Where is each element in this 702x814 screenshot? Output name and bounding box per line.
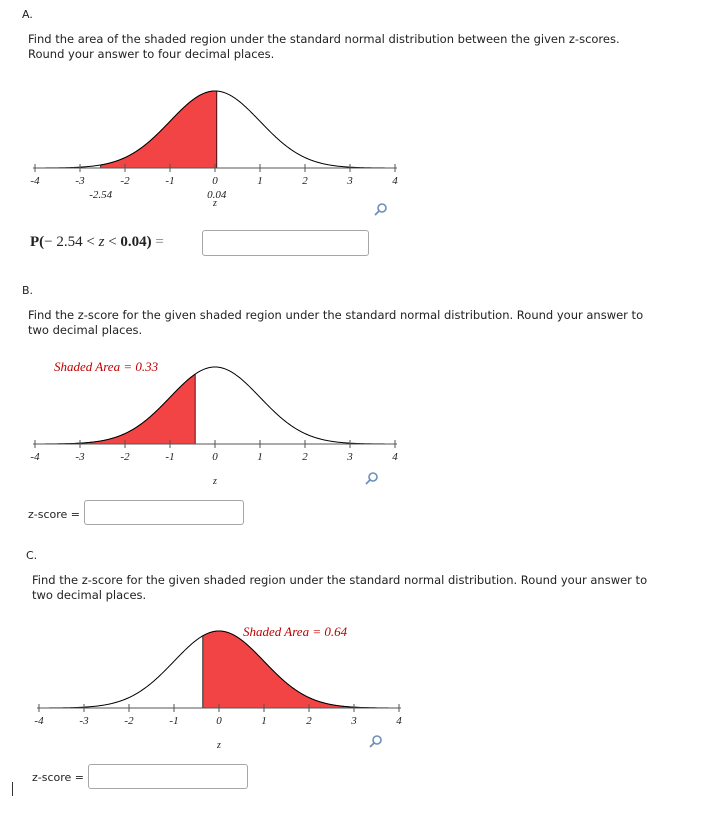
boundary-label: 0.04 bbox=[207, 189, 227, 201]
tick-label: -4 bbox=[30, 451, 40, 463]
prob-left: − 2.54 bbox=[44, 234, 83, 250]
tick-label: 4 bbox=[392, 175, 398, 187]
zoom-button-c[interactable] bbox=[369, 733, 383, 752]
tick-label: -3 bbox=[75, 451, 85, 463]
tick-label: -1 bbox=[169, 715, 179, 727]
tick-label: 4 bbox=[396, 715, 402, 727]
shaded-area-label-c: Shaded Area = 0.64 bbox=[243, 624, 348, 639]
tick-label: 1 bbox=[257, 175, 263, 187]
tick-label: 1 bbox=[261, 715, 267, 727]
tick-label: -3 bbox=[79, 715, 89, 727]
tick-label: 3 bbox=[351, 715, 357, 727]
tick-label: -3 bbox=[75, 175, 85, 187]
probability-expression bbox=[30, 234, 164, 251]
section-b-prompt-line1: Find the z-score for the given shaded region under the standard normal distribution. Round your answer to bbox=[28, 308, 644, 322]
tick-label: 0 bbox=[216, 715, 222, 727]
shaded-area-label-b: Shaded Area = 0.33 bbox=[54, 359, 159, 374]
section-c-prompt-line2: two decimal places. bbox=[32, 588, 147, 602]
magnifier-icon bbox=[374, 202, 388, 216]
tick-label: -1 bbox=[165, 451, 175, 463]
tick-label: 0 bbox=[212, 451, 218, 463]
section-b-letter: B. bbox=[22, 284, 34, 297]
shaded-region bbox=[35, 374, 195, 444]
answer-input-c[interactable] bbox=[88, 764, 248, 789]
section-a-letter: A. bbox=[22, 8, 33, 21]
prob-right: 0.04) bbox=[120, 234, 152, 250]
prob-lt2: < bbox=[108, 234, 117, 250]
normal-curve-graph-b bbox=[20, 356, 410, 491]
section-a-prompt bbox=[28, 32, 668, 62]
section-b-prompt bbox=[28, 308, 668, 338]
tick-label: 2 bbox=[306, 715, 312, 727]
section-b-prompt-line2: two decimal places. bbox=[28, 323, 143, 337]
z-score-label-b: z-score = bbox=[28, 508, 81, 521]
section-c-prompt-line1: Find the z-score for the given shaded region under the standard normal distribution. Round your answer to bbox=[32, 573, 648, 587]
prob-prefix: P( bbox=[30, 234, 45, 250]
tick-label: -1 bbox=[165, 175, 175, 187]
answer-input-a[interactable] bbox=[202, 230, 369, 256]
prob-eq: = bbox=[155, 234, 164, 250]
axis-variable-label: z bbox=[217, 740, 221, 751]
magnifier-icon bbox=[369, 734, 383, 748]
section-c-prompt bbox=[32, 573, 672, 603]
magnifier-icon bbox=[365, 471, 379, 485]
section-a-prompt-line1: Find the area of the shaded region under the standard normal distribution between the given z-scores. bbox=[28, 32, 620, 46]
prob-lt1: < bbox=[86, 234, 95, 250]
tick-label: 0 bbox=[212, 175, 218, 187]
tick-label: 3 bbox=[347, 451, 353, 463]
tick-label: 2 bbox=[302, 451, 308, 463]
zoom-button-b[interactable] bbox=[365, 470, 379, 489]
boundary-label: -2.54 bbox=[89, 189, 113, 201]
prob-var: z bbox=[98, 234, 105, 250]
section-c-letter: C. bbox=[26, 549, 38, 562]
axis-variable-label: z bbox=[213, 476, 217, 487]
tick-label: 4 bbox=[392, 451, 398, 463]
shaded-region bbox=[101, 91, 217, 168]
tick-label: -4 bbox=[30, 175, 40, 187]
shaded-region bbox=[203, 631, 399, 708]
tick-label: -4 bbox=[34, 715, 44, 727]
tick-label: -2 bbox=[120, 451, 130, 463]
normal-curve-graph-c bbox=[24, 620, 414, 755]
tick-label: -2 bbox=[124, 715, 134, 727]
z-score-label-c: z-score = bbox=[32, 771, 85, 784]
tick-label: 2 bbox=[302, 175, 308, 187]
zoom-button-a[interactable] bbox=[374, 201, 388, 220]
answer-input-b[interactable] bbox=[84, 500, 244, 525]
normal-curve-graph-a bbox=[20, 80, 410, 215]
normal-curve bbox=[35, 367, 395, 444]
text-cursor bbox=[12, 782, 13, 796]
section-a-prompt-line2: Round your answer to four decimal places. bbox=[28, 47, 275, 61]
tick-label: 3 bbox=[347, 175, 353, 187]
tick-label: 1 bbox=[257, 451, 263, 463]
tick-label: -2 bbox=[120, 175, 130, 187]
axis-variable-label: z bbox=[213, 198, 217, 209]
